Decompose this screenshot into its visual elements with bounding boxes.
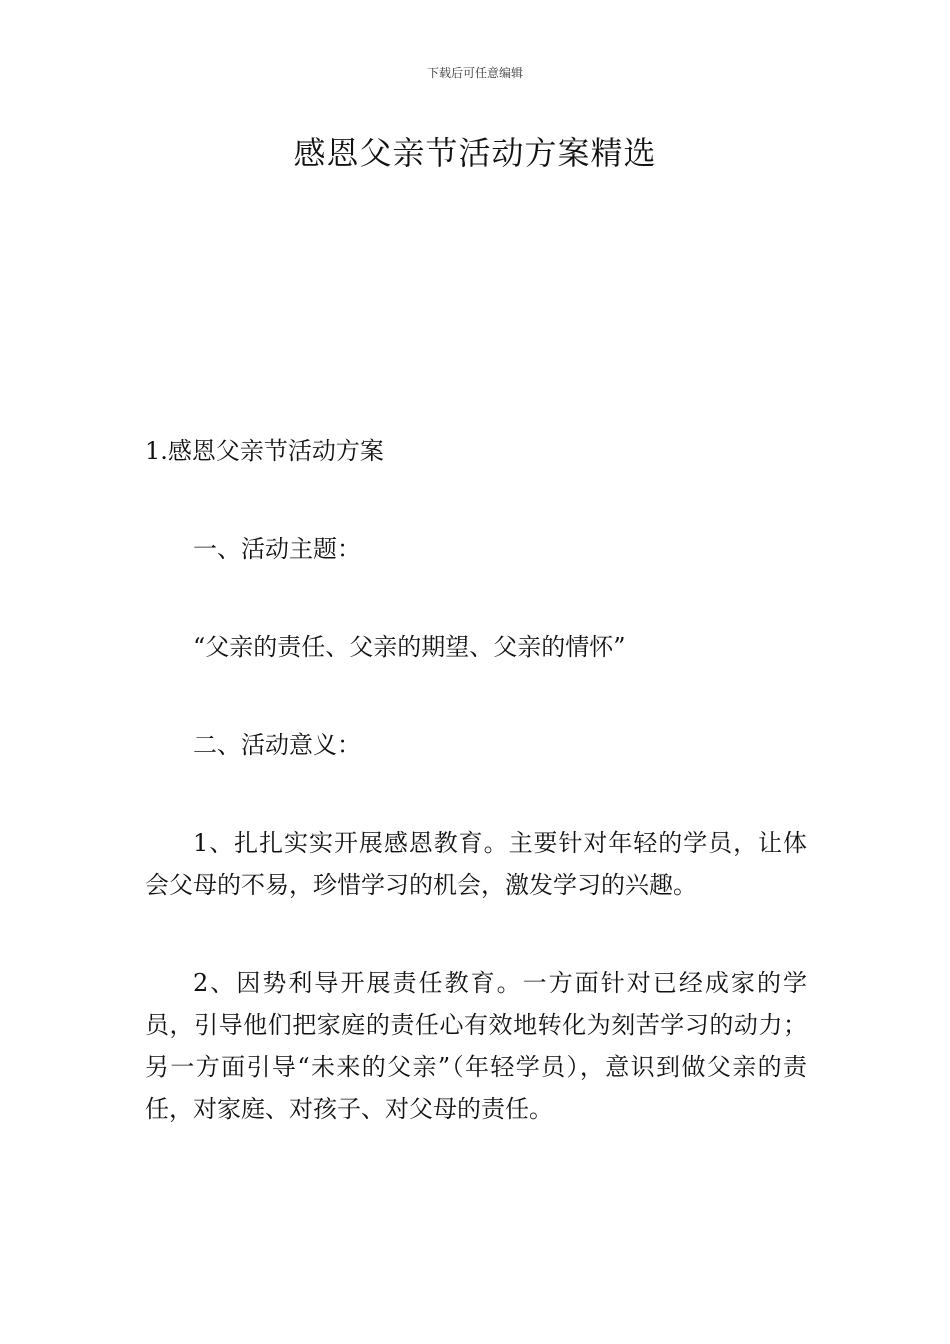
section-heading-theme: 一、活动主题： [193,535,361,563]
section-heading-significance: 二、活动意义： [193,731,361,759]
document-title: 感恩父亲节活动方案精选 [293,134,657,172]
significance-item-2: 2、因势利导开展责任教育。一方面针对已经成家的学员，引导他们把家庭的责任心有效地转化为刻苦学习的动力；另一方面引导“未来的父亲”（年轻学员），意识到做父亲的责任，对家庭、对孩子、对父母的责任。 [145,969,807,1123]
theme-text: “父亲的责任、父亲的期望、父亲的情怀” [193,633,626,661]
header-note: 下载后可任意编辑 [426,66,523,80]
document-body [145,430,807,1186]
section-heading-main: 1.感恩父亲节活动方案 [145,437,384,465]
significance-item-1: 1、扎扎实实开展感恩教育。主要针对年轻的学员，让体会父母的不易，珍惜学习的机会，激发学习的兴趣。 [145,829,807,899]
